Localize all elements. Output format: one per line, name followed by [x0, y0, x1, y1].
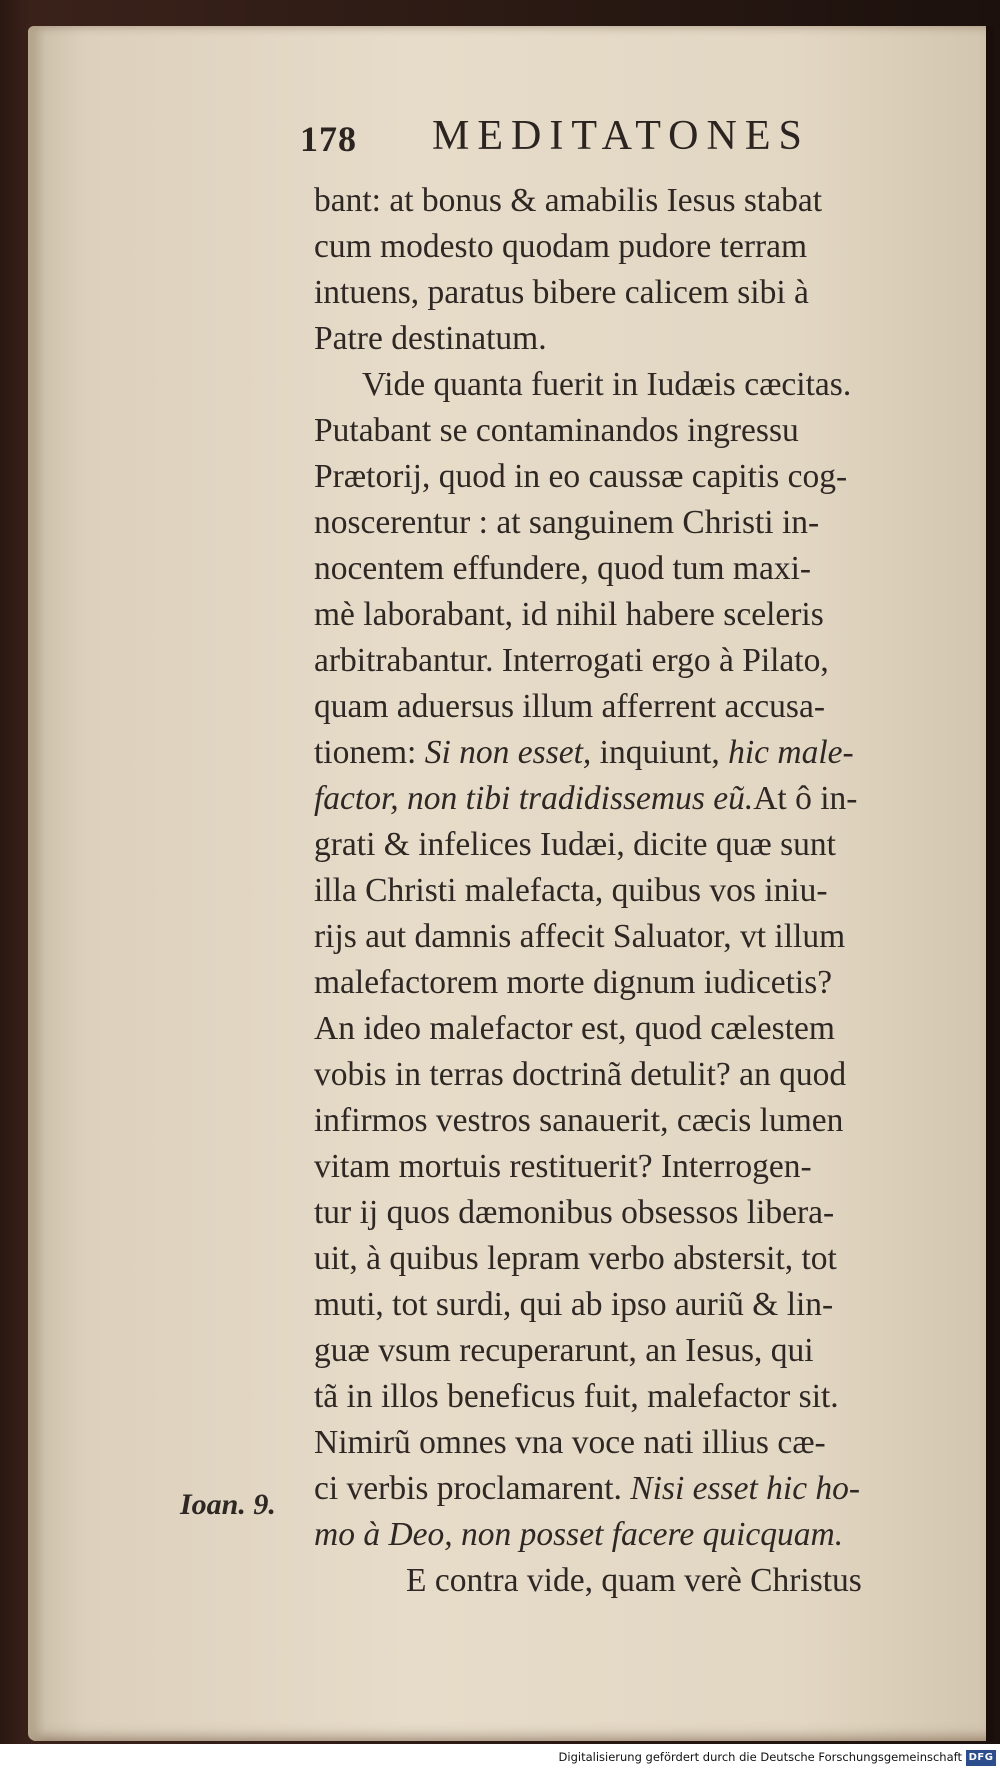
text-line: illa Christi malefacta, quibus vos iniu- [314, 872, 828, 909]
text-line: tionem: Si non esset, inquiunt, hic male- [314, 734, 854, 771]
text-line: uit, à quibus lepram verbo abstersit, tot [314, 1240, 837, 1277]
text-line: Prætorij, quod in eo caussæ capitis cog- [314, 458, 848, 495]
text-line: ci verbis proclamarent. Nisi esset hic ho- [314, 1470, 861, 1507]
text-line: intuens, paratus bibere calicem sibi à [314, 274, 809, 311]
text-line: cum modesto quodam pudore terram [314, 228, 808, 265]
page-edge-shadow [28, 26, 46, 1741]
footer-bar [0, 1744, 1000, 1774]
text-line: quam aduersus illum afferrent accusa- [314, 688, 825, 725]
text-line: Putabant se contaminandos ingressu [314, 412, 799, 449]
text-line: nocentem effundere, quod tum maxi- [314, 550, 812, 587]
page-header [300, 112, 900, 162]
text-line: An ideo malefactor est, quod cælestem [314, 1010, 835, 1047]
text-line: vobis in terras doctrinã detulit? an quod [314, 1056, 847, 1093]
page-number: 178 [300, 119, 357, 159]
text-line: muti, tot surdi, qui ab ipso auriũ & lin- [314, 1286, 834, 1323]
funding-credit: Digitalisierung gefördert durch die Deutsche Forschungsgemeinschaft [558, 1750, 962, 1764]
text-line: grati & infelices Iudæi, dicite quæ sunt [314, 826, 836, 863]
text-line: infirmos vestros sanauerit, cæcis lumen [314, 1102, 844, 1139]
text-line: mo à Deo, non posset facere quicquam. [314, 1516, 844, 1553]
margin-note: Ioan. 9. [180, 1488, 276, 1521]
running-title: MEDITATONES [432, 113, 810, 159]
text-line: noscerentur : at sanguinem Christi in- [314, 504, 820, 541]
text-line: factor, non tibi tradidissemus eũ.At ô in- [314, 780, 858, 817]
text-line: Patre destinatum. [314, 320, 547, 357]
text-line: mè laborabant, id nihil habere sceleris [314, 596, 824, 633]
text-line: E contra vide, quam verè Christus [406, 1562, 862, 1599]
text-line: tã in illos beneficus fuit, malefactor sit. [314, 1378, 839, 1415]
text-line: vitam mortuis restituerit? Interrogen- [314, 1148, 812, 1185]
text-line: rijs aut damnis affecit Saluator, vt illum [314, 918, 846, 955]
text-line: Nimirũ omnes vna voce nati illius cæ- [314, 1424, 826, 1461]
text-line: Vide quanta fuerit in Iudæis cæcitas. [362, 366, 852, 403]
text-line: bant: at bonus & amabilis Iesus stabat [314, 182, 822, 219]
gutter-shadow [986, 26, 994, 1741]
text-line: arbitrabantur. Interrogati ergo à Pilato, [314, 642, 829, 679]
dfg-logo-icon: DFG [966, 1750, 996, 1766]
text-line: tur ij quos dæmonibus obsessos libera- [314, 1194, 835, 1231]
text-line: guæ vsum recuperarunt, an Iesus, qui [314, 1332, 814, 1369]
text-line: malefactorem morte dignum iudicetis? [314, 964, 833, 1001]
